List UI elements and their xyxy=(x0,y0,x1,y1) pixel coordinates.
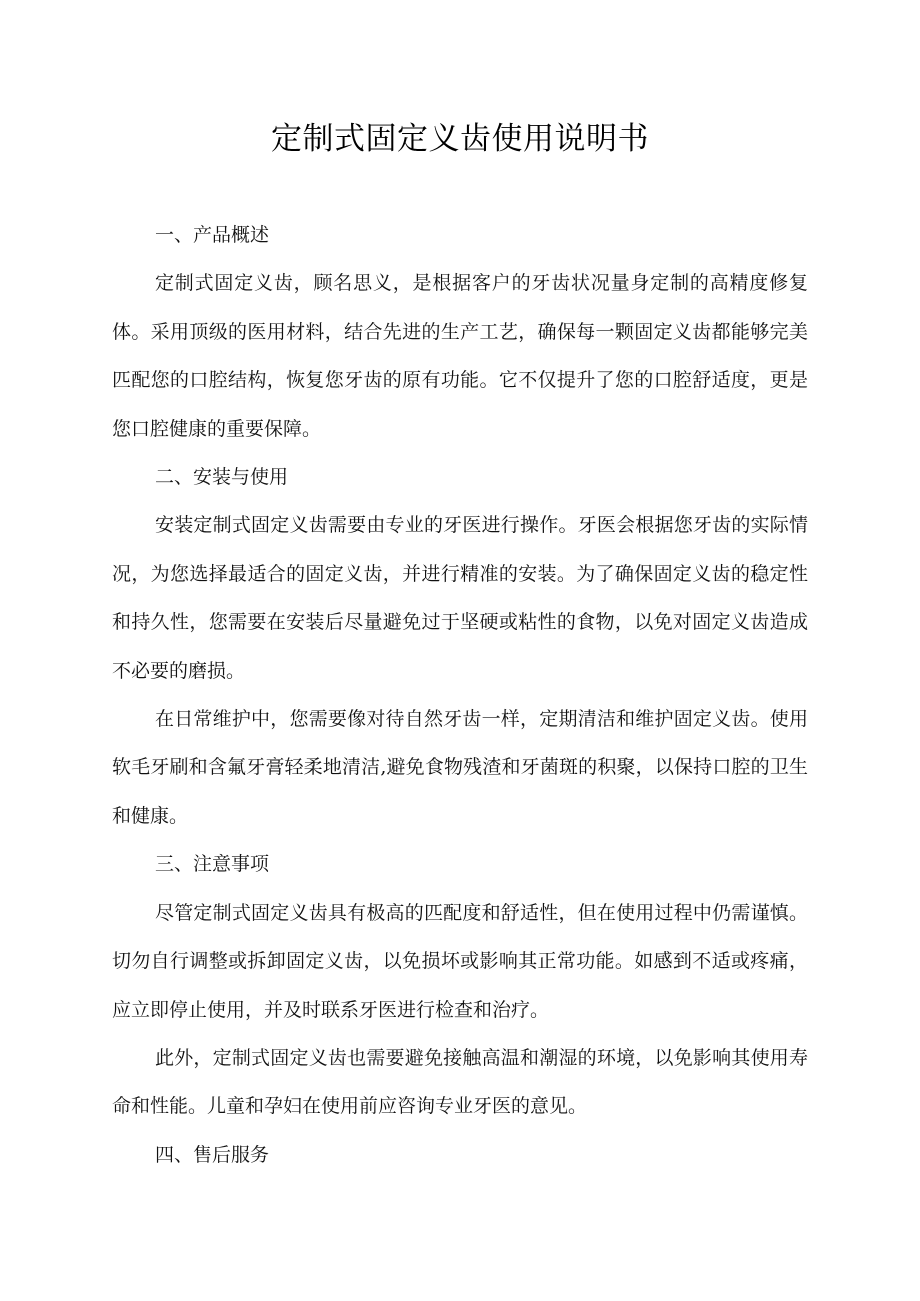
section-installation-use xyxy=(112,453,808,840)
section-heading: 三、注意事项 xyxy=(155,853,270,876)
section-after-sales xyxy=(112,1131,808,1179)
section-paragraph: 安装定制式固定义齿需要由专业的牙医进行操作。牙医会根据您牙齿的实际情况，为您选择最适合的固定义齿，并进行精准的安装。为了确保固定义齿的稳定性和持久性，您需要在安装后尽量避免过于坚硬或粘性的食物，以免对固定义齿造成不必要的磨损。 xyxy=(112,514,808,682)
section-product-overview xyxy=(112,211,808,453)
section-heading: 一、产品概述 xyxy=(155,224,270,246)
section-paragraph: 定制式固定义齿，顾名思义，是根据客户的牙齿状况量身定制的高精度修复体。采用顶级的医用材料，结合先进的生产工艺，确保每一颗固定义齿都能够完美匹配您的口腔结构，恢复您牙齿的原有功能。它不仅提升了您的口腔舒适度，更是您口腔健康的重要保障。 xyxy=(112,272,808,440)
section-heading: 二、安装与使用 xyxy=(155,466,289,489)
section-paragraph: 尽管定制式固定义齿具有极高的匹配度和舒适性，但在使用过程中仍需谨慎。切勿自行调整或拆卸固定义齿，以免损坏或影响其正常功能。如感到不适或疼痛，应立即停止使用，并及时联系牙医进行检查和治疗。 xyxy=(112,901,808,1021)
section-paragraph: 此外，定制式固定义齿也需要避免接触高温和潮湿的环境，以免影响其使用寿命和性能。儿童和孕妇在使用前应咨询专业牙医的意见。 xyxy=(112,1046,808,1118)
section-paragraph: 在日常维护中，您需要像对待自然牙齿一样，定期清洁和维护固定义齿。使用软毛牙刷和含氟牙膏轻柔地清洁,避免食物残渣和牙菌斑的积聚，以保持口腔的卫生和健康。 xyxy=(112,708,808,827)
section-heading: 四、售后服务 xyxy=(155,1143,270,1166)
document-title: 定制式固定义齿使用说明书 xyxy=(271,121,649,157)
document-body xyxy=(112,211,808,1179)
section-precautions xyxy=(112,840,808,1130)
